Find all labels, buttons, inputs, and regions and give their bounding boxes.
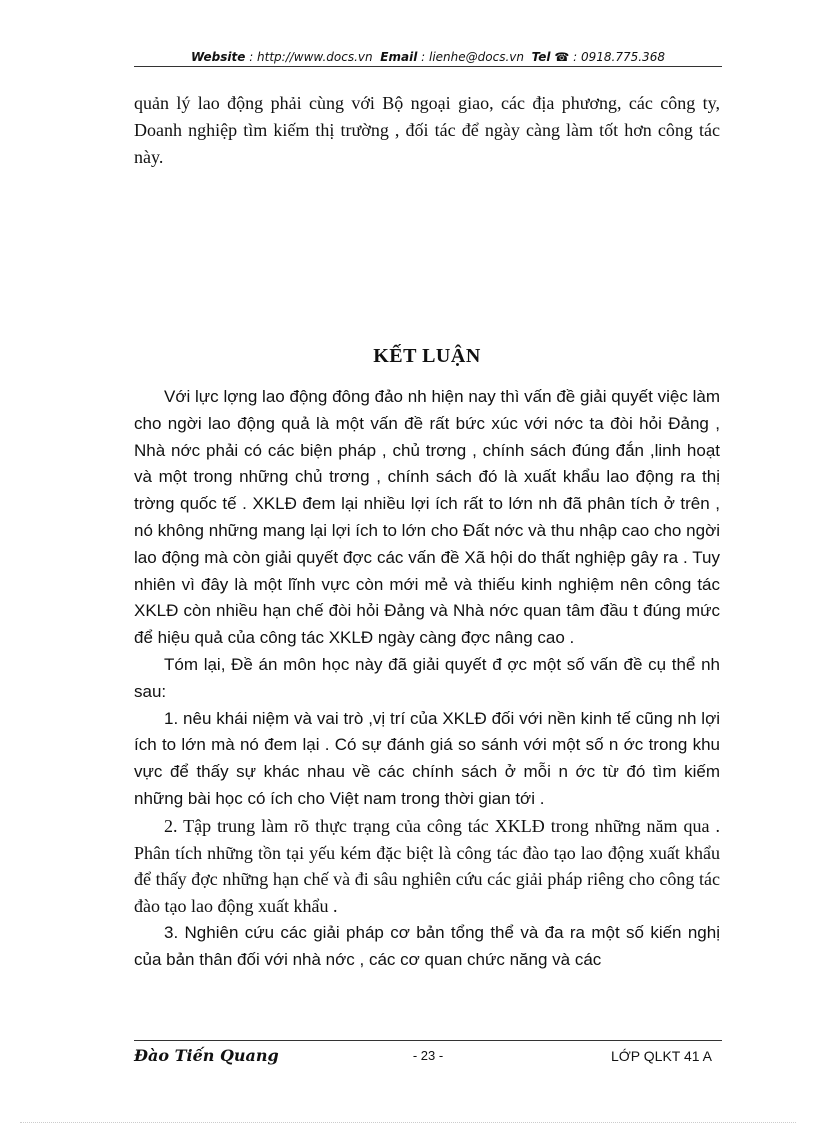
author-name: Đào Tiến Quang: [134, 1046, 279, 1065]
footer-divider: [134, 1040, 722, 1041]
tel-label: Tel: [531, 50, 551, 64]
tel-value: : 0918.775.368: [573, 50, 665, 64]
header-divider: [134, 66, 722, 67]
section-title: KẾT LUẬN: [373, 345, 481, 367]
paragraph-4: 2. Tập trung làm rõ thực trạng của công tác XKLĐ trong những năm qua . Phân tích những tồn tại yếu kém đặc biệt là công tác đào tạo lao động xuất khẩu để thấy đợc những hạn chế và đi sâu nghiên cứu các giải pháp riêng cho công tác đào tạo lao động xuất khẩu .: [134, 815, 720, 917]
phone-icon: ☎: [554, 50, 570, 64]
website-value[interactable]: : http://www.docs.vn: [249, 50, 373, 64]
page-header: [134, 50, 722, 64]
page-footer: [134, 1046, 722, 1068]
intro-block: [134, 90, 720, 170]
paragraph-2: Tóm lại, Đề án môn học này đã giải quyết đ ợc một số vấn đề cụ thể nh sau:: [134, 654, 720, 701]
paragraph-5: 3. Nghiên cứu các giải pháp cơ bản tổng thể và đa ra một số kiến nghị của bản thân đối với nhà nớc , các cơ quan chức năng và các: [134, 922, 720, 969]
page-number: - 23 -: [412, 1048, 444, 1063]
intro-paragraph: quản lý lao động phải cùng với Bộ ngoại giao, các địa phương, các công ty, Doanh nghiệp tìm kiếm thị trường , đối tác để ngày càng làm tốt hơn công tác này.: [134, 93, 720, 167]
email-label: Email: [380, 50, 418, 64]
conclusion-body: [134, 384, 720, 974]
class-name: LỚP QLKT 41 A: [611, 1048, 712, 1064]
paragraph-3: 1. nêu khái niệm và vai trò ,vị trí của XKLĐ đối với nền kinh tế cũng nh lợi ích to lớn mà nó đem lại . Có sự đánh giá so sánh với một số n ớc trong khu vực để thấy sự khác nhau về các chính sách ở mỗi n ớc từ đó tìm kiếm những bài học có ích cho Việt nam trong thời gian tới .: [134, 708, 720, 808]
website-label: Website: [191, 50, 246, 64]
paragraph-1: Với lực lợng lao động đông đảo nh hiện nay thì vấn đề giải quyết việc làm cho ngời lao động quả là một vấn đề rất bức xúc với nớc ta đòi hỏi Đảng , Nhà nớc phải có các biện pháp , chủ trơng , chính sách đúng đắn ,linh hoạt và một trong những chủ trơng , chính sách đó là xuất khẩu lao động ra thị trờng quốc tế . XKLĐ đem lại nhiều lợi ích rất to lớn nh đã phân tích ở trên , nó không những mang lại lợi ích to lớn cho Đất nớc và thu nhập cao cho ngời lao động mà còn giải quyết đợc các vấn đề Xã hội do thất nghiệp gây ra . Tuy nhiên vì đây là một lĩnh vực còn mới mẻ và thiếu kinh nghiệm nên công tác XKLĐ còn nhiều hạn chế đòi hỏi Đảng và Nhà nớc quan tâm đầu t đúng mức để hiệu quả của công tác XKLĐ ngày càng đợc nâng cao .: [134, 387, 720, 648]
email-value[interactable]: : lienhe@docs.vn: [421, 50, 524, 64]
